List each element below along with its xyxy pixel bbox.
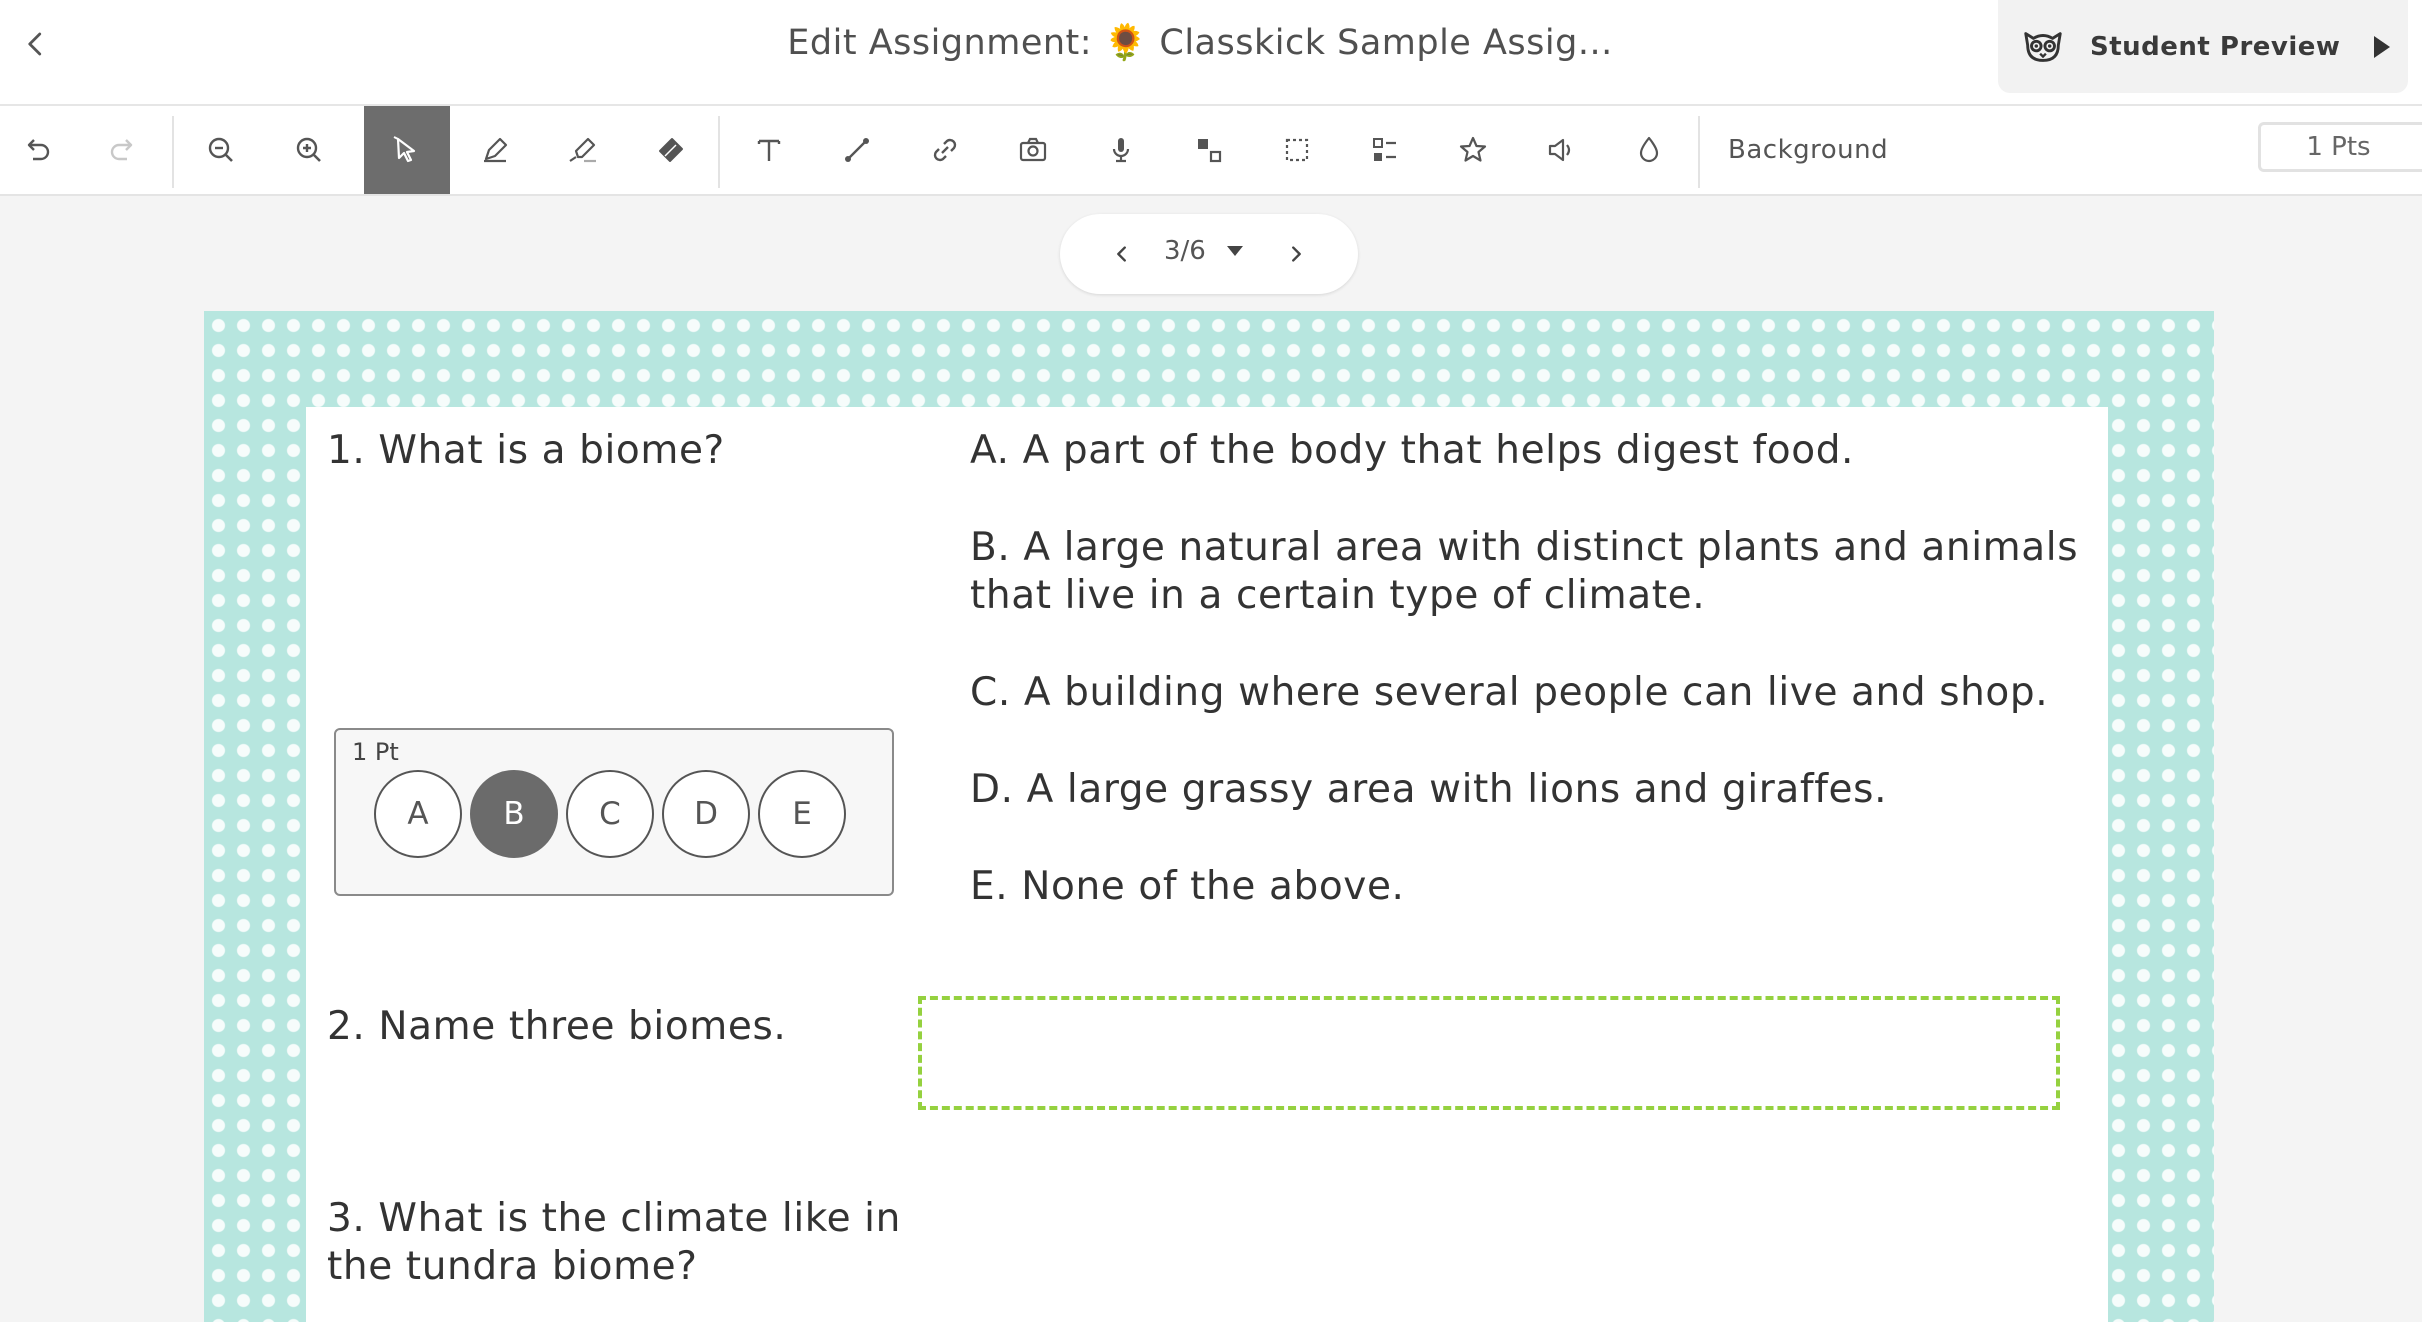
option-b (970, 524, 2078, 620)
previous-page-button[interactable] (1082, 214, 1162, 294)
text-tool-button[interactable] (726, 106, 812, 194)
microphone-tool-button[interactable] (1078, 106, 1164, 194)
chevron-left-icon (21, 29, 51, 59)
question-3-line-1: 3. What is the climate like in (327, 1196, 901, 1241)
toolbar-divider (1698, 116, 1700, 188)
select-tool-button[interactable] (364, 106, 450, 194)
question-3-line-2: the tundra biome? (327, 1244, 698, 1289)
option-c: C. A building where several people can live and shop. (970, 670, 2049, 715)
shapes-tool-button[interactable] (1166, 106, 1252, 194)
undo-icon (20, 133, 54, 167)
page-count[interactable]: 3/6 (1164, 236, 1206, 266)
header-bar (0, 0, 2422, 106)
eraser-icon (654, 133, 688, 167)
redo-icon (106, 133, 140, 167)
zoom-in-icon (292, 133, 326, 167)
link-tool-button[interactable] (902, 106, 988, 194)
redo-button[interactable] (80, 106, 166, 194)
zoom-out-icon (204, 133, 238, 167)
choice-e-bubble[interactable]: E (758, 770, 846, 858)
audio-tool-button[interactable] (1518, 106, 1604, 194)
student-preview-label: Student Preview (2090, 31, 2341, 62)
microphone-icon (1104, 133, 1138, 167)
shapes-icon (1192, 133, 1226, 167)
points-input[interactable] (2258, 122, 2422, 172)
camera-icon (1016, 133, 1050, 167)
student-preview-button[interactable] (1998, 0, 2408, 93)
line-tool-button[interactable] (814, 106, 900, 194)
fill-tool-button[interactable] (1606, 106, 1692, 194)
text-icon (752, 133, 786, 167)
zoom-in-button[interactable] (266, 106, 352, 194)
cursor-icon (390, 133, 424, 167)
answer-input-box[interactable] (918, 996, 2060, 1110)
choice-c-bubble[interactable]: C (566, 770, 654, 858)
toolbar (0, 106, 2422, 196)
chevron-left-icon (1111, 243, 1133, 265)
question-2: 2. Name three biomes. (327, 1004, 787, 1049)
back-button[interactable] (14, 22, 58, 66)
question-1: 1. What is a biome? (327, 428, 725, 473)
star-icon (1456, 133, 1490, 167)
page-navigator (1060, 214, 1358, 294)
option-a: A. A part of the body that helps digest food. (970, 428, 1855, 473)
play-icon (2370, 33, 2394, 61)
choice-a-bubble[interactable]: A (374, 770, 462, 858)
option-d: D. A large grassy area with lions and giraffes. (970, 767, 1888, 812)
chevron-right-icon (1285, 243, 1307, 265)
selection-box-tool-button[interactable] (1254, 106, 1340, 194)
link-icon (928, 133, 962, 167)
camera-tool-button[interactable] (990, 106, 1076, 194)
droplet-icon (1632, 133, 1666, 167)
points-label: 1 Pt (352, 738, 399, 766)
pen-icon (478, 133, 512, 167)
multiple-choice-icon (1368, 133, 1402, 167)
undo-button[interactable] (0, 106, 80, 194)
zoom-out-button[interactable] (178, 106, 264, 194)
option-b-line-1: B. A large natural area with distinct plants and animals (970, 525, 2079, 570)
toolbar-divider (718, 116, 720, 188)
background-button[interactable]: Background (1728, 135, 1889, 165)
line-icon (840, 133, 874, 167)
next-page-button[interactable] (1256, 214, 1336, 294)
option-e: E. None of the above. (970, 864, 1405, 909)
multiple-choice-tool-button[interactable] (1342, 106, 1428, 194)
option-b-line-2: that live in a certain type of climate. (970, 573, 1706, 618)
speaker-icon (1544, 133, 1578, 167)
question-3 (327, 1195, 901, 1291)
toolbar-divider (172, 116, 174, 188)
eraser-tool-button[interactable] (628, 106, 714, 194)
multiple-choice-widget[interactable] (334, 728, 894, 896)
sticker-tool-button[interactable] (1430, 106, 1516, 194)
pen-tool-button[interactable] (452, 106, 538, 194)
highlighter-tool-button[interactable] (540, 106, 626, 194)
caret-down-icon[interactable] (1226, 244, 1244, 258)
choice-b-bubble[interactable]: B (470, 770, 558, 858)
dashed-square-icon (1280, 133, 1314, 167)
owl-icon (2020, 24, 2066, 70)
highlighter-icon (566, 133, 600, 167)
assignment-title: Edit Assignment: 🌻 Classkick Sample Assig... (787, 23, 1613, 63)
choice-d-bubble[interactable]: D (662, 770, 750, 858)
